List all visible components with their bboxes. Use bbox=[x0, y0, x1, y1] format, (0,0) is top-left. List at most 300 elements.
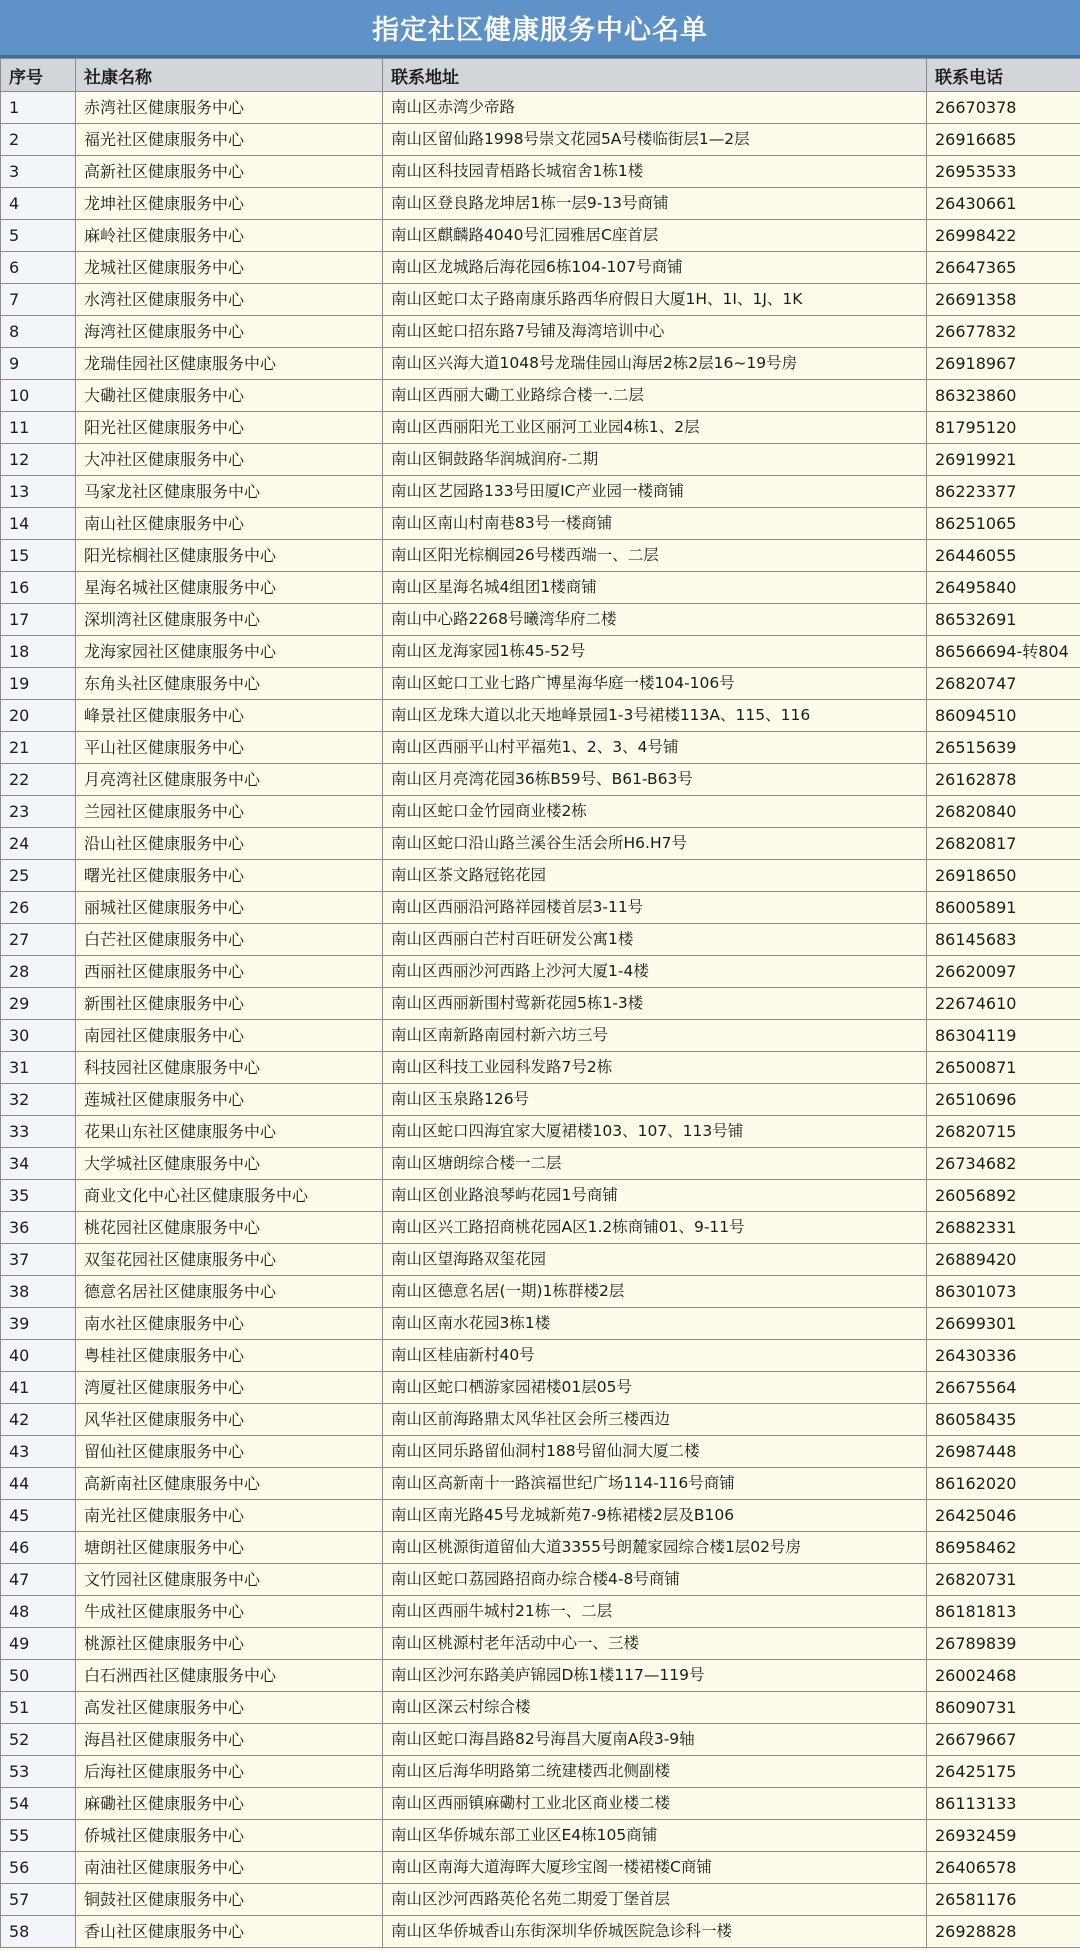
table-row bbox=[1, 732, 1080, 764]
table-row bbox=[1, 1340, 1080, 1372]
cell-address: 南山区铜鼓路华润城润府-二期 bbox=[383, 444, 927, 476]
cell-address: 南山区蛇口海昌路82号海昌大厦南A段3-9轴 bbox=[383, 1724, 927, 1756]
cell-name: 西丽社区健康服务中心 bbox=[76, 956, 383, 988]
cell-address: 南山区西丽沿河路祥园楼首层3-11号 bbox=[383, 892, 927, 924]
cell-phone: 86145683 bbox=[927, 924, 1080, 956]
cell-address: 南山区阳光棕榈园26号楼西端一、二层 bbox=[383, 540, 927, 572]
cell-address: 南山区南新路南园村新六坊三号 bbox=[383, 1020, 927, 1052]
cell-address: 南山区西丽新围村莺新花园5栋1-3楼 bbox=[383, 988, 927, 1020]
table-row bbox=[1, 1596, 1080, 1628]
cell-phone: 26425175 bbox=[927, 1756, 1080, 1788]
cell-phone: 86304119 bbox=[927, 1020, 1080, 1052]
table-row bbox=[1, 1564, 1080, 1596]
cell-num: 47 bbox=[1, 1564, 76, 1596]
cell-phone: 26820817 bbox=[927, 828, 1080, 860]
cell-address: 南山区科技工业园科发路7号2栋 bbox=[383, 1052, 927, 1084]
cell-name: 牛成社区健康服务中心 bbox=[76, 1596, 383, 1628]
table-row bbox=[1, 1852, 1080, 1884]
table-row bbox=[1, 1660, 1080, 1692]
table-row bbox=[1, 1724, 1080, 1756]
cell-phone: 26647365 bbox=[927, 252, 1080, 284]
clinic-table bbox=[0, 58, 1080, 1948]
cell-name: 月亮湾社区健康服务中心 bbox=[76, 764, 383, 796]
cell-name: 塘朗社区健康服务中心 bbox=[76, 1532, 383, 1564]
cell-address: 南山区德意名居(一期)1栋群楼2层 bbox=[383, 1276, 927, 1308]
cell-name: 阳光棕榈社区健康服务中心 bbox=[76, 540, 383, 572]
cell-phone: 26446055 bbox=[927, 540, 1080, 572]
cell-address: 南山区兴工路招商桃花园A区1.2栋商铺01、9-11号 bbox=[383, 1212, 927, 1244]
cell-name: 风华社区健康服务中心 bbox=[76, 1404, 383, 1436]
cell-name: 花果山东社区健康服务中心 bbox=[76, 1116, 383, 1148]
cell-num: 28 bbox=[1, 956, 76, 988]
cell-num: 20 bbox=[1, 700, 76, 732]
cell-phone: 86223377 bbox=[927, 476, 1080, 508]
cell-address: 南山区桃源村老年活动中心一、三楼 bbox=[383, 1628, 927, 1660]
cell-phone: 26677832 bbox=[927, 316, 1080, 348]
cell-name: 龙坤社区健康服务中心 bbox=[76, 188, 383, 220]
cell-name: 星海名城社区健康服务中心 bbox=[76, 572, 383, 604]
table-row bbox=[1, 444, 1080, 476]
cell-phone: 86251065 bbox=[927, 508, 1080, 540]
cell-name: 大学城社区健康服务中心 bbox=[76, 1148, 383, 1180]
cell-phone: 26056892 bbox=[927, 1180, 1080, 1212]
cell-num: 4 bbox=[1, 188, 76, 220]
cell-name: 深圳湾社区健康服务中心 bbox=[76, 604, 383, 636]
cell-name: 高新南社区健康服务中心 bbox=[76, 1468, 383, 1500]
cell-num: 45 bbox=[1, 1500, 76, 1532]
cell-name: 丽城社区健康服务中心 bbox=[76, 892, 383, 924]
cell-name: 曙光社区健康服务中心 bbox=[76, 860, 383, 892]
cell-num: 9 bbox=[1, 348, 76, 380]
cell-num: 43 bbox=[1, 1436, 76, 1468]
cell-address: 南山区赤湾少帝路 bbox=[383, 92, 927, 124]
cell-address: 南山区南海大道海晖大厦珍宝阁一楼裙楼C商铺 bbox=[383, 1852, 927, 1884]
cell-phone: 26918967 bbox=[927, 348, 1080, 380]
page-title: 指定社区健康服务中心名单 bbox=[372, 15, 708, 46]
cell-phone: 86958462 bbox=[927, 1532, 1080, 1564]
cell-num: 35 bbox=[1, 1180, 76, 1212]
table-row bbox=[1, 1084, 1080, 1116]
table-row bbox=[1, 924, 1080, 956]
cell-phone: 26932459 bbox=[927, 1820, 1080, 1852]
cell-name: 南园社区健康服务中心 bbox=[76, 1020, 383, 1052]
cell-phone: 26620097 bbox=[927, 956, 1080, 988]
cell-phone: 26581176 bbox=[927, 1884, 1080, 1916]
table-row bbox=[1, 1756, 1080, 1788]
table-row bbox=[1, 1180, 1080, 1212]
cell-num: 53 bbox=[1, 1756, 76, 1788]
cell-address: 南山区同乐路留仙洞村188号留仙洞大厦二楼 bbox=[383, 1436, 927, 1468]
cell-address: 南山区西丽平山村平福苑1、2、3、4号铺 bbox=[383, 732, 927, 764]
cell-num: 48 bbox=[1, 1596, 76, 1628]
cell-num: 40 bbox=[1, 1340, 76, 1372]
cell-phone: 26953533 bbox=[927, 156, 1080, 188]
cell-phone: 26002468 bbox=[927, 1660, 1080, 1692]
cell-phone: 86532691 bbox=[927, 604, 1080, 636]
cell-name: 德意名居社区健康服务中心 bbox=[76, 1276, 383, 1308]
cell-name: 香山社区健康服务中心 bbox=[76, 1916, 383, 1948]
table-row bbox=[1, 572, 1080, 604]
cell-name: 湾厦社区健康服务中心 bbox=[76, 1372, 383, 1404]
table-row bbox=[1, 1244, 1080, 1276]
cell-phone: 26679667 bbox=[927, 1724, 1080, 1756]
cell-phone: 26820747 bbox=[927, 668, 1080, 700]
cell-address: 南山区创业路浪琴屿花园1号商铺 bbox=[383, 1180, 927, 1212]
cell-num: 36 bbox=[1, 1212, 76, 1244]
cell-address: 南山区南山村南巷83号一楼商铺 bbox=[383, 508, 927, 540]
cell-name: 峰景社区健康服务中心 bbox=[76, 700, 383, 732]
table-row bbox=[1, 220, 1080, 252]
table-row bbox=[1, 380, 1080, 412]
cell-num: 42 bbox=[1, 1404, 76, 1436]
cell-phone: 26430661 bbox=[927, 188, 1080, 220]
cell-num: 16 bbox=[1, 572, 76, 604]
cell-num: 18 bbox=[1, 636, 76, 668]
table-row bbox=[1, 316, 1080, 348]
cell-address: 南山区蛇口沿山路兰溪谷生活会所H6.H7号 bbox=[383, 828, 927, 860]
cell-address: 南山区西丽白芒村百旺研发公寓1楼 bbox=[383, 924, 927, 956]
cell-num: 24 bbox=[1, 828, 76, 860]
cell-phone: 86323860 bbox=[927, 380, 1080, 412]
cell-phone: 26820715 bbox=[927, 1116, 1080, 1148]
table-row bbox=[1, 252, 1080, 284]
cell-name: 桃花园社区健康服务中心 bbox=[76, 1212, 383, 1244]
cell-num: 23 bbox=[1, 796, 76, 828]
cell-name: 赤湾社区健康服务中心 bbox=[76, 92, 383, 124]
cell-num: 46 bbox=[1, 1532, 76, 1564]
table-row bbox=[1, 604, 1080, 636]
cell-name: 新围社区健康服务中心 bbox=[76, 988, 383, 1020]
cell-address: 南山区高新南十一路滨福世纪广场114-116号商铺 bbox=[383, 1468, 927, 1500]
cell-address: 南山区沙河西路英伦名苑二期爱丁堡首层 bbox=[383, 1884, 927, 1916]
cell-num: 11 bbox=[1, 412, 76, 444]
table-row bbox=[1, 1692, 1080, 1724]
table-row bbox=[1, 668, 1080, 700]
cell-num: 14 bbox=[1, 508, 76, 540]
cell-num: 31 bbox=[1, 1052, 76, 1084]
cell-num: 25 bbox=[1, 860, 76, 892]
cell-phone: 86090731 bbox=[927, 1692, 1080, 1724]
cell-address: 南山区前海路鼎太风华社区会所三楼西边 bbox=[383, 1404, 927, 1436]
cell-address: 南山区月亮湾花园36栋B59号、B61-B63号 bbox=[383, 764, 927, 796]
title-banner bbox=[0, 0, 1080, 58]
cell-num: 30 bbox=[1, 1020, 76, 1052]
table-row bbox=[1, 1052, 1080, 1084]
cell-address: 南山区艺园路133号田厦IC产业园一楼商铺 bbox=[383, 476, 927, 508]
table-row bbox=[1, 1532, 1080, 1564]
cell-num: 44 bbox=[1, 1468, 76, 1500]
cell-num: 27 bbox=[1, 924, 76, 956]
cell-num: 29 bbox=[1, 988, 76, 1020]
cell-num: 10 bbox=[1, 380, 76, 412]
cell-name: 马家龙社区健康服务中心 bbox=[76, 476, 383, 508]
cell-address: 南山区沙河东路美庐锦园D栋1楼117—119号 bbox=[383, 1660, 927, 1692]
cell-phone: 22674610 bbox=[927, 988, 1080, 1020]
cell-phone: 26918650 bbox=[927, 860, 1080, 892]
cell-phone: 86058435 bbox=[927, 1404, 1080, 1436]
cell-num: 58 bbox=[1, 1916, 76, 1948]
table-row bbox=[1, 700, 1080, 732]
cell-phone: 86566694-转804 bbox=[927, 636, 1080, 668]
cell-phone: 26670378 bbox=[927, 92, 1080, 124]
cell-phone: 26515639 bbox=[927, 732, 1080, 764]
cell-name: 水湾社区健康服务中心 bbox=[76, 284, 383, 316]
cell-phone: 26789839 bbox=[927, 1628, 1080, 1660]
cell-num: 15 bbox=[1, 540, 76, 572]
cell-num: 13 bbox=[1, 476, 76, 508]
cell-phone: 26675564 bbox=[927, 1372, 1080, 1404]
cell-address: 南山区华侨城东部工业区E4栋105商铺 bbox=[383, 1820, 927, 1852]
table-row bbox=[1, 1308, 1080, 1340]
cell-phone: 26916685 bbox=[927, 124, 1080, 156]
cell-name: 沿山社区健康服务中心 bbox=[76, 828, 383, 860]
cell-num: 32 bbox=[1, 1084, 76, 1116]
cell-name: 兰园社区健康服务中心 bbox=[76, 796, 383, 828]
table-row bbox=[1, 1404, 1080, 1436]
cell-address: 南山区龙海家园1栋45-52号 bbox=[383, 636, 927, 668]
cell-num: 52 bbox=[1, 1724, 76, 1756]
cell-num: 50 bbox=[1, 1660, 76, 1692]
cell-num: 39 bbox=[1, 1308, 76, 1340]
cell-address: 南山区深云村综合楼 bbox=[383, 1692, 927, 1724]
cell-phone: 26882331 bbox=[927, 1212, 1080, 1244]
cell-name: 福光社区健康服务中心 bbox=[76, 124, 383, 156]
cell-num: 34 bbox=[1, 1148, 76, 1180]
cell-address: 南山区蛇口金竹园商业楼2栋 bbox=[383, 796, 927, 828]
cell-address: 南山区望海路双玺花园 bbox=[383, 1244, 927, 1276]
cell-name: 东角头社区健康服务中心 bbox=[76, 668, 383, 700]
cell-name: 龙海家园社区健康服务中心 bbox=[76, 636, 383, 668]
cell-phone: 86181813 bbox=[927, 1596, 1080, 1628]
cell-address: 南山区蛇口栖游家园裙楼01层05号 bbox=[383, 1372, 927, 1404]
cell-num: 8 bbox=[1, 316, 76, 348]
cell-address: 南山区西丽牛城村21栋一、二层 bbox=[383, 1596, 927, 1628]
cell-phone: 86005891 bbox=[927, 892, 1080, 924]
cell-name: 文竹园社区健康服务中心 bbox=[76, 1564, 383, 1596]
cell-address: 南山区华侨城香山东街深圳华侨城医院急诊科一楼 bbox=[383, 1916, 927, 1948]
table-row bbox=[1, 1820, 1080, 1852]
cell-address: 南山区星海名城4组团1楼商铺 bbox=[383, 572, 927, 604]
cell-name: 桃源社区健康服务中心 bbox=[76, 1628, 383, 1660]
table-row bbox=[1, 1916, 1080, 1948]
cell-num: 12 bbox=[1, 444, 76, 476]
table-row bbox=[1, 508, 1080, 540]
table-row bbox=[1, 892, 1080, 924]
header-num: 序号 bbox=[1, 59, 76, 92]
cell-address: 南山区桂庙新村40号 bbox=[383, 1340, 927, 1372]
cell-phone: 26998422 bbox=[927, 220, 1080, 252]
cell-name: 南山社区健康服务中心 bbox=[76, 508, 383, 540]
cell-address: 南山区茶文路冠铭花园 bbox=[383, 860, 927, 892]
cell-address: 南山区蛇口招东路7号铺及海湾培训中心 bbox=[383, 316, 927, 348]
cell-address: 南山区西丽阳光工业区丽河工业园4栋1、2层 bbox=[383, 412, 927, 444]
cell-phone: 81795120 bbox=[927, 412, 1080, 444]
cell-name: 莲城社区健康服务中心 bbox=[76, 1084, 383, 1116]
cell-name: 南光社区健康服务中心 bbox=[76, 1500, 383, 1532]
table-row bbox=[1, 1116, 1080, 1148]
cell-num: 2 bbox=[1, 124, 76, 156]
cell-address: 南山区后海华明路第二统建楼西北侧副楼 bbox=[383, 1756, 927, 1788]
cell-name: 高发社区健康服务中心 bbox=[76, 1692, 383, 1724]
cell-address: 南山区蛇口工业七路广博星海华庭一楼104-106号 bbox=[383, 668, 927, 700]
table-row bbox=[1, 348, 1080, 380]
table-row bbox=[1, 124, 1080, 156]
cell-name: 侨城社区健康服务中心 bbox=[76, 1820, 383, 1852]
table-row bbox=[1, 764, 1080, 796]
cell-address: 南山区留仙路1998号崇文花园5A号楼临街层1—2层 bbox=[383, 124, 927, 156]
table-row bbox=[1, 1148, 1080, 1180]
cell-name: 阳光社区健康服务中心 bbox=[76, 412, 383, 444]
cell-num: 5 bbox=[1, 220, 76, 252]
cell-name: 双玺花园社区健康服务中心 bbox=[76, 1244, 383, 1276]
cell-address: 南山区塘朗综合楼一二层 bbox=[383, 1148, 927, 1180]
table-row bbox=[1, 92, 1080, 124]
cell-address: 南山区龙珠大道以北天地峰景园1-3号裙楼113A、115、116 bbox=[383, 700, 927, 732]
cell-num: 57 bbox=[1, 1884, 76, 1916]
cell-name: 麻磡社区健康服务中心 bbox=[76, 1788, 383, 1820]
table-row bbox=[1, 1276, 1080, 1308]
cell-num: 38 bbox=[1, 1276, 76, 1308]
header-phone: 联系电话 bbox=[927, 59, 1080, 92]
cell-phone: 26691358 bbox=[927, 284, 1080, 316]
cell-num: 54 bbox=[1, 1788, 76, 1820]
cell-address: 南山区蛇口荔园路招商办综合楼4-8号商铺 bbox=[383, 1564, 927, 1596]
cell-name: 后海社区健康服务中心 bbox=[76, 1756, 383, 1788]
cell-num: 19 bbox=[1, 668, 76, 700]
cell-address: 南山区兴海大道1048号龙瑞佳园山海居2栋2层16~19号房 bbox=[383, 348, 927, 380]
table-row bbox=[1, 412, 1080, 444]
cell-name: 南水社区健康服务中心 bbox=[76, 1308, 383, 1340]
cell-name: 龙瑞佳园社区健康服务中心 bbox=[76, 348, 383, 380]
cell-num: 56 bbox=[1, 1852, 76, 1884]
cell-phone: 26406578 bbox=[927, 1852, 1080, 1884]
cell-phone: 26430336 bbox=[927, 1340, 1080, 1372]
table-row bbox=[1, 636, 1080, 668]
cell-address: 南山区桃源街道留仙大道3355号朗麓家园综合楼1层02号房 bbox=[383, 1532, 927, 1564]
cell-phone: 26820731 bbox=[927, 1564, 1080, 1596]
cell-num: 6 bbox=[1, 252, 76, 284]
cell-num: 7 bbox=[1, 284, 76, 316]
cell-name: 商业文化中心社区健康服务中心 bbox=[76, 1180, 383, 1212]
cell-phone: 26734682 bbox=[927, 1148, 1080, 1180]
cell-num: 49 bbox=[1, 1628, 76, 1660]
cell-address: 南山区麒麟路4040号汇园雅居C座首层 bbox=[383, 220, 927, 252]
cell-address: 南山中心路2268号曦湾华府二楼 bbox=[383, 604, 927, 636]
cell-num: 22 bbox=[1, 764, 76, 796]
cell-num: 51 bbox=[1, 1692, 76, 1724]
cell-address: 南山区蛇口四海宜家大厦裙楼103、107、113号铺 bbox=[383, 1116, 927, 1148]
cell-address: 南山区西丽大磡工业路综合楼一.二层 bbox=[383, 380, 927, 412]
table-row bbox=[1, 1884, 1080, 1916]
cell-num: 26 bbox=[1, 892, 76, 924]
cell-num: 41 bbox=[1, 1372, 76, 1404]
cell-name: 海湾社区健康服务中心 bbox=[76, 316, 383, 348]
header-name: 社康名称 bbox=[76, 59, 383, 92]
cell-address: 南山区登良路龙坤居1栋一层9-13号商铺 bbox=[383, 188, 927, 220]
cell-address: 南山区龙城路后海花园6栋104-107号商铺 bbox=[383, 252, 927, 284]
cell-phone: 86113133 bbox=[927, 1788, 1080, 1820]
cell-address: 南山区科技园青梧路长城宿舍1栋1楼 bbox=[383, 156, 927, 188]
cell-phone: 26500871 bbox=[927, 1052, 1080, 1084]
cell-num: 21 bbox=[1, 732, 76, 764]
cell-num: 3 bbox=[1, 156, 76, 188]
cell-phone: 26889420 bbox=[927, 1244, 1080, 1276]
table-row bbox=[1, 1500, 1080, 1532]
table-row bbox=[1, 988, 1080, 1020]
table-row bbox=[1, 1468, 1080, 1500]
cell-address: 南山区蛇口太子路南康乐路西华府假日大厦1H、1I、1J、1K bbox=[383, 284, 927, 316]
cell-phone: 26425046 bbox=[927, 1500, 1080, 1532]
table-row bbox=[1, 956, 1080, 988]
table-row bbox=[1, 156, 1080, 188]
table-row bbox=[1, 796, 1080, 828]
table-body bbox=[1, 92, 1080, 1948]
cell-num: 55 bbox=[1, 1820, 76, 1852]
cell-num: 17 bbox=[1, 604, 76, 636]
header-address: 联系地址 bbox=[383, 59, 927, 92]
cell-phone: 26987448 bbox=[927, 1436, 1080, 1468]
cell-num: 1 bbox=[1, 92, 76, 124]
table-row bbox=[1, 1788, 1080, 1820]
cell-phone: 26928828 bbox=[927, 1916, 1080, 1948]
table-row bbox=[1, 540, 1080, 572]
table-row bbox=[1, 1020, 1080, 1052]
cell-phone: 26162878 bbox=[927, 764, 1080, 796]
cell-phone: 86162020 bbox=[927, 1468, 1080, 1500]
cell-name: 大冲社区健康服务中心 bbox=[76, 444, 383, 476]
cell-address: 南山区南光路45号龙城新苑7-9栋裙楼2层及B106 bbox=[383, 1500, 927, 1532]
table-row bbox=[1, 1372, 1080, 1404]
cell-name: 高新社区健康服务中心 bbox=[76, 156, 383, 188]
table-row bbox=[1, 188, 1080, 220]
header-row bbox=[1, 59, 1080, 92]
cell-name: 白芒社区健康服务中心 bbox=[76, 924, 383, 956]
cell-name: 南油社区健康服务中心 bbox=[76, 1852, 383, 1884]
cell-name: 海昌社区健康服务中心 bbox=[76, 1724, 383, 1756]
cell-phone: 86301073 bbox=[927, 1276, 1080, 1308]
cell-name: 白石洲西社区健康服务中心 bbox=[76, 1660, 383, 1692]
cell-phone: 26919921 bbox=[927, 444, 1080, 476]
table-row bbox=[1, 828, 1080, 860]
cell-name: 留仙社区健康服务中心 bbox=[76, 1436, 383, 1468]
cell-address: 南山区西丽沙河西路上沙河大厦1-4楼 bbox=[383, 956, 927, 988]
table-row bbox=[1, 1436, 1080, 1468]
cell-phone: 86094510 bbox=[927, 700, 1080, 732]
table-row bbox=[1, 860, 1080, 892]
cell-address: 南山区西丽镇麻磡村工业北区商业楼二楼 bbox=[383, 1788, 927, 1820]
cell-address: 南山区玉泉路126号 bbox=[383, 1084, 927, 1116]
table-header bbox=[1, 59, 1080, 92]
table-row bbox=[1, 1628, 1080, 1660]
cell-name: 粤桂社区健康服务中心 bbox=[76, 1340, 383, 1372]
cell-num: 37 bbox=[1, 1244, 76, 1276]
cell-num: 33 bbox=[1, 1116, 76, 1148]
cell-name: 科技园社区健康服务中心 bbox=[76, 1052, 383, 1084]
cell-name: 铜鼓社区健康服务中心 bbox=[76, 1884, 383, 1916]
cell-name: 麻岭社区健康服务中心 bbox=[76, 220, 383, 252]
cell-address: 南山区南水花园3栋1楼 bbox=[383, 1308, 927, 1340]
cell-name: 大磡社区健康服务中心 bbox=[76, 380, 383, 412]
cell-name: 平山社区健康服务中心 bbox=[76, 732, 383, 764]
cell-phone: 26495840 bbox=[927, 572, 1080, 604]
cell-phone: 26510696 bbox=[927, 1084, 1080, 1116]
table-row bbox=[1, 1212, 1080, 1244]
cell-name: 龙城社区健康服务中心 bbox=[76, 252, 383, 284]
table-row bbox=[1, 476, 1080, 508]
cell-phone: 26699301 bbox=[927, 1308, 1080, 1340]
cell-phone: 26820840 bbox=[927, 796, 1080, 828]
table-row bbox=[1, 284, 1080, 316]
